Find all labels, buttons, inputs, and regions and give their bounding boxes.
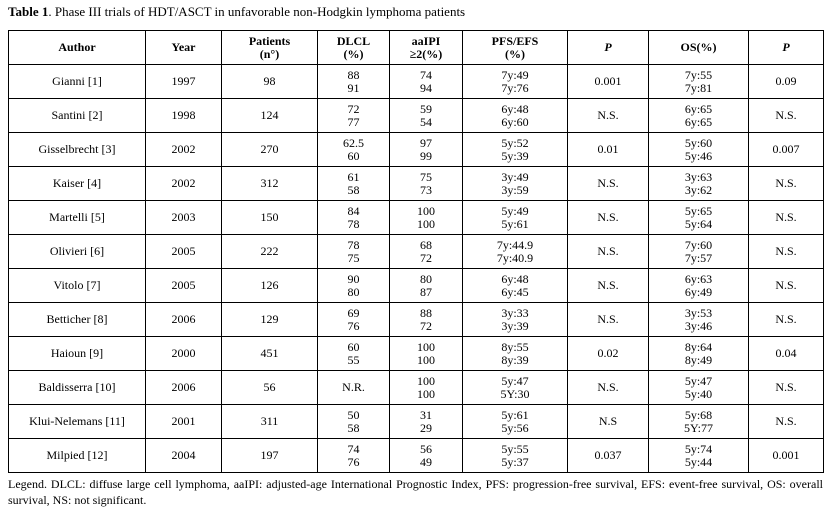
cell-p2: N.S. <box>749 371 824 405</box>
header-line: (n°) <box>259 46 280 61</box>
cell-aaipi <box>390 439 463 473</box>
cell-dlcl <box>318 167 390 201</box>
table-row <box>9 371 824 405</box>
cell-p1: N.S. <box>568 269 649 303</box>
cell-value: 5y:61 <box>501 216 529 231</box>
cell-aaipi <box>390 167 463 201</box>
cell-value: 84 <box>347 203 360 218</box>
table-row <box>9 65 824 99</box>
cell-value: 5Y:77 <box>684 420 713 435</box>
table-row <box>9 133 824 167</box>
cell-p2: N.S. <box>749 99 824 133</box>
cell-dlcl <box>318 235 390 269</box>
cell-aaipi <box>390 235 463 269</box>
cell-aaipi <box>390 133 463 167</box>
cell-value: 78 <box>347 216 360 231</box>
cell-pfs <box>463 133 568 167</box>
cell-p2: 0.001 <box>749 439 824 473</box>
cell-value: 5y:39 <box>501 148 529 163</box>
cell-pfs <box>463 235 568 269</box>
cell-year: 2000 <box>146 337 222 371</box>
cell-p2: N.S. <box>749 235 824 269</box>
cell-value: 5y:46 <box>684 148 713 163</box>
cell-value: 72 <box>420 318 432 333</box>
header-year <box>146 31 222 65</box>
cell-value: 8y:49 <box>684 352 713 367</box>
cell-value: 5y:55 <box>501 441 529 456</box>
table-legend: Legend. DLCL: diffuse large cell lymphoma, aaIPI: adjusted-age International Prognostic Index, PFS: progression-free survival, EFS: event-free survival, OS: overall survival, NS: not significant. <box>8 477 823 507</box>
cell-author: Gianni [1] <box>9 65 146 99</box>
table-row <box>9 439 824 473</box>
cell-pfs <box>463 303 568 337</box>
cell-value: 5y:47 <box>684 373 713 388</box>
header-line: Author <box>58 40 96 54</box>
cell-os <box>649 303 749 337</box>
cell-value: 54 <box>420 114 432 129</box>
cell-value: 6y:65 <box>684 101 713 116</box>
cell-p2: N.S. <box>749 405 824 439</box>
cell-value: 3y:49 <box>501 169 529 184</box>
cell-value: 3y:59 <box>501 182 529 197</box>
cell-author: Santini [2] <box>9 99 146 133</box>
cell-value: 59 <box>420 101 432 116</box>
cell-patients: 311 <box>222 405 318 439</box>
cell-value: N.R. <box>342 380 365 394</box>
header-line: PFS/EFS <box>491 33 539 48</box>
cell-year: 2006 <box>146 371 222 405</box>
cell-p1: 0.01 <box>568 133 649 167</box>
cell-os <box>649 133 749 167</box>
cell-value: 72 <box>347 101 360 116</box>
cell-value: 49 <box>420 454 432 469</box>
cell-value: 6y:65 <box>684 114 713 129</box>
cell-patients: 312 <box>222 167 318 201</box>
cell-dlcl <box>318 99 390 133</box>
cell-value: 5y:60 <box>684 135 713 150</box>
cell-value: 60 <box>347 339 360 354</box>
header-author <box>9 31 146 65</box>
cell-value: 94 <box>420 80 432 95</box>
table-label: Table 1 <box>8 4 49 19</box>
cell-patients: 150 <box>222 201 318 235</box>
cell-p1: N.S <box>568 405 649 439</box>
cell-patients: 129 <box>222 303 318 337</box>
cell-author: Vitolo [7] <box>9 269 146 303</box>
table-caption <box>8 4 465 20</box>
cell-pfs <box>463 201 568 235</box>
cell-author: Gisselbrecht [3] <box>9 133 146 167</box>
cell-value: 5Y:30 <box>500 386 530 401</box>
cell-value: 61 <box>347 169 360 184</box>
cell-p1: N.S. <box>568 201 649 235</box>
cell-value: 5y:68 <box>684 407 713 422</box>
cell-year: 2003 <box>146 201 222 235</box>
cell-p2: 0.09 <box>749 65 824 99</box>
cell-value: 5y:74 <box>684 441 713 456</box>
cell-value: 56 <box>420 441 432 456</box>
cell-value: 5y:44 <box>684 454 713 469</box>
cell-os <box>649 201 749 235</box>
cell-p1: N.S. <box>568 303 649 337</box>
cell-value: 6y:63 <box>684 271 713 286</box>
cell-dlcl <box>318 201 390 235</box>
cell-p1: N.S. <box>568 371 649 405</box>
cell-os <box>649 99 749 133</box>
header-aaipi <box>390 31 463 65</box>
cell-aaipi <box>390 405 463 439</box>
cell-value: 3y:33 <box>501 305 529 320</box>
header-line: Year <box>171 40 196 54</box>
cell-dlcl <box>318 337 390 371</box>
cell-value: 74 <box>347 441 360 456</box>
header-line: (%) <box>343 46 364 61</box>
cell-value: 87 <box>420 284 432 299</box>
cell-value: 73 <box>420 182 432 197</box>
cell-value: 90 <box>347 271 360 286</box>
cell-value: 100 <box>417 352 435 367</box>
header-pfs-efs <box>463 31 568 65</box>
cell-value: 6y:48 <box>501 101 529 116</box>
cell-value: 62.5 <box>343 135 364 150</box>
header-line: P <box>604 40 612 54</box>
cell-pfs <box>463 65 568 99</box>
cell-value: 55 <box>347 352 360 367</box>
cell-os <box>649 65 749 99</box>
cell-year: 2004 <box>146 439 222 473</box>
cell-p1: N.S. <box>568 99 649 133</box>
cell-value: 97 <box>420 135 432 150</box>
header-line: DLCL <box>336 33 371 48</box>
cell-value: 75 <box>347 250 360 265</box>
cell-value: 50 <box>347 407 360 422</box>
cell-value: 76 <box>347 318 360 333</box>
cell-aaipi <box>390 371 463 405</box>
cell-value: 80 <box>420 271 432 286</box>
cell-patients: 98 <box>222 65 318 99</box>
cell-year: 1997 <box>146 65 222 99</box>
cell-value: 7y:49 <box>501 67 529 82</box>
cell-dlcl <box>318 371 390 405</box>
table-row <box>9 235 824 269</box>
cell-value: 7y:81 <box>684 80 713 95</box>
cell-pfs <box>463 439 568 473</box>
header-line: (%) <box>505 46 525 61</box>
cell-p1: 0.037 <box>568 439 649 473</box>
cell-value: 99 <box>420 148 432 163</box>
cell-value: 5y:52 <box>501 135 529 150</box>
cell-os <box>649 337 749 371</box>
cell-author: Betticher [8] <box>9 303 146 337</box>
cell-p1: N.S. <box>568 167 649 201</box>
cell-p2: N.S. <box>749 167 824 201</box>
cell-dlcl <box>318 303 390 337</box>
cell-aaipi <box>390 99 463 133</box>
cell-dlcl <box>318 439 390 473</box>
cell-value: 91 <box>347 80 360 95</box>
cell-value: 100 <box>417 386 435 401</box>
cell-os <box>649 371 749 405</box>
cell-value: 3y:53 <box>684 305 713 320</box>
cell-value: 5y:65 <box>684 203 713 218</box>
header-row <box>9 31 824 65</box>
cell-value: 7y:60 <box>684 237 713 252</box>
cell-year: 2005 <box>146 235 222 269</box>
header-line: ≥2(%) <box>409 46 443 61</box>
cell-author: Baldisserra [10] <box>9 371 146 405</box>
header-patients <box>222 31 318 65</box>
cell-pfs <box>463 371 568 405</box>
cell-value: 60 <box>347 148 360 163</box>
cell-pfs <box>463 405 568 439</box>
cell-value: 7y:76 <box>501 80 529 95</box>
cell-author: Milpied [12] <box>9 439 146 473</box>
cell-patients: 56 <box>222 371 318 405</box>
cell-value: 3y:63 <box>684 169 713 184</box>
table-row <box>9 337 824 371</box>
cell-value: 5y:61 <box>501 407 529 422</box>
cell-value: 88 <box>420 305 432 320</box>
cell-author: Kaiser [4] <box>9 167 146 201</box>
cell-pfs <box>463 99 568 133</box>
cell-value: 88 <box>347 67 360 82</box>
cell-aaipi <box>390 303 463 337</box>
cell-value: 58 <box>347 182 360 197</box>
cell-value: 80 <box>347 284 360 299</box>
table-row <box>9 405 824 439</box>
cell-aaipi <box>390 201 463 235</box>
cell-author: Martelli [5] <box>9 201 146 235</box>
cell-value: 74 <box>420 67 432 82</box>
cell-aaipi <box>390 269 463 303</box>
cell-os <box>649 235 749 269</box>
table-body <box>9 65 824 473</box>
cell-os <box>649 167 749 201</box>
cell-value: 100 <box>417 216 435 231</box>
table-row <box>9 201 824 235</box>
cell-year: 2006 <box>146 303 222 337</box>
cell-aaipi <box>390 337 463 371</box>
cell-value: 31 <box>420 407 432 422</box>
cell-p2: 0.04 <box>749 337 824 371</box>
cell-pfs <box>463 269 568 303</box>
header-line: P <box>782 40 790 54</box>
cell-value: 7y:55 <box>684 67 713 82</box>
cell-value: 5y:56 <box>501 420 529 435</box>
cell-p1: 0.001 <box>568 65 649 99</box>
cell-value: 7y:40.9 <box>496 250 534 265</box>
cell-dlcl <box>318 269 390 303</box>
cell-os <box>649 405 749 439</box>
cell-value: 6y:48 <box>501 271 529 286</box>
cell-p1: 0.02 <box>568 337 649 371</box>
header-p-value-os <box>749 31 824 65</box>
cell-value: 75 <box>420 169 432 184</box>
cell-value: 5y:49 <box>501 203 529 218</box>
cell-p1: N.S. <box>568 235 649 269</box>
cell-value: 69 <box>347 305 360 320</box>
trials-table <box>8 30 824 473</box>
cell-dlcl <box>318 133 390 167</box>
cell-value: 5y:40 <box>684 386 713 401</box>
cell-patients: 126 <box>222 269 318 303</box>
cell-value: 5y:37 <box>501 454 529 469</box>
cell-value: 6y:45 <box>501 284 529 299</box>
cell-p2: N.S. <box>749 201 824 235</box>
cell-patients: 222 <box>222 235 318 269</box>
header-line: Patients <box>248 33 291 48</box>
cell-value: 8y:55 <box>501 339 529 354</box>
cell-p2: 0.007 <box>749 133 824 167</box>
cell-dlcl <box>318 405 390 439</box>
cell-value: 7y:44.9 <box>496 237 534 252</box>
cell-value: 100 <box>417 373 435 388</box>
cell-value: 7y:57 <box>684 250 713 265</box>
cell-value: 68 <box>420 237 432 252</box>
cell-value: 77 <box>347 114 360 129</box>
cell-p2: N.S. <box>749 303 824 337</box>
cell-patients: 124 <box>222 99 318 133</box>
cell-value: 3y:46 <box>684 318 713 333</box>
cell-value: 29 <box>420 420 432 435</box>
table-row <box>9 303 824 337</box>
cell-os <box>649 269 749 303</box>
cell-value: 58 <box>347 420 360 435</box>
cell-aaipi <box>390 65 463 99</box>
cell-value: 78 <box>347 237 360 252</box>
cell-year: 1998 <box>146 99 222 133</box>
cell-os <box>649 439 749 473</box>
cell-author: Olivieri [6] <box>9 235 146 269</box>
header-line: aaIPI <box>411 33 441 48</box>
header-p-value <box>568 31 649 65</box>
cell-dlcl <box>318 65 390 99</box>
cell-value: 3y:62 <box>684 182 713 197</box>
cell-value: 100 <box>417 203 435 218</box>
table-row <box>9 167 824 201</box>
cell-value: 5y:64 <box>684 216 713 231</box>
cell-value: 72 <box>420 250 432 265</box>
cell-value: 6y:49 <box>684 284 713 299</box>
cell-value: 6y:60 <box>501 114 529 129</box>
cell-year: 2001 <box>146 405 222 439</box>
table-row <box>9 99 824 133</box>
cell-pfs <box>463 167 568 201</box>
cell-value: 3y:39 <box>501 318 529 333</box>
cell-value: 100 <box>417 339 435 354</box>
cell-pfs <box>463 337 568 371</box>
header-os <box>649 31 749 65</box>
cell-value: 8y:39 <box>501 352 529 367</box>
cell-year: 2002 <box>146 133 222 167</box>
cell-p2: N.S. <box>749 269 824 303</box>
cell-value: 8y:64 <box>684 339 713 354</box>
cell-value: 76 <box>347 454 360 469</box>
cell-patients: 270 <box>222 133 318 167</box>
cell-value: 5y:47 <box>501 373 529 388</box>
cell-patients: 451 <box>222 337 318 371</box>
header-dlcl <box>318 31 390 65</box>
table-title: . Phase III trials of HDT/ASCT in unfavorable non-Hodgkin lymphoma patients <box>48 4 466 19</box>
header-line: OS(%) <box>680 40 717 54</box>
cell-year: 2002 <box>146 167 222 201</box>
cell-year: 2005 <box>146 269 222 303</box>
cell-author: Haioun [9] <box>9 337 146 371</box>
cell-patients: 197 <box>222 439 318 473</box>
table-row <box>9 269 824 303</box>
cell-author: Klui-Nelemans [11] <box>9 405 146 439</box>
